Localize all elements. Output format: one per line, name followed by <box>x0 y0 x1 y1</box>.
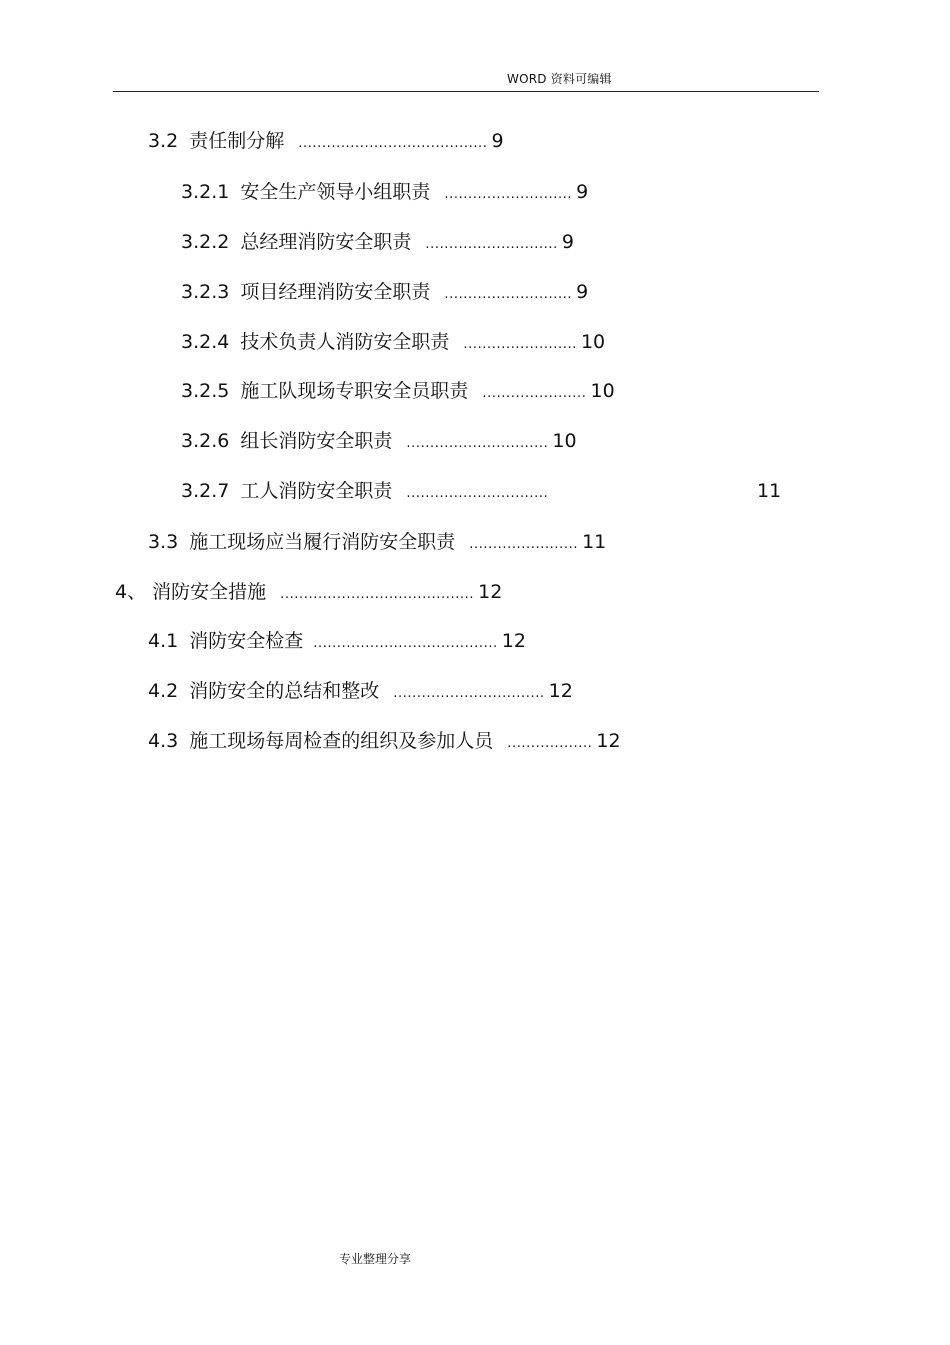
toc-leader: ............................ <box>425 237 558 252</box>
toc-page-number: 9 <box>491 130 504 152</box>
toc-page-number: 9 <box>576 281 589 303</box>
toc-entry-3-2-7[interactable] <box>181 478 801 504</box>
toc-title: 技术负责人消防安全职责 <box>240 331 450 353</box>
toc-number: 4.3 <box>148 730 179 752</box>
toc-page-number: 10 <box>580 331 606 353</box>
toc-title: 安全生产领导小组职责 <box>240 181 431 203</box>
toc-title: 项目经理消防安全职责 <box>240 281 431 303</box>
toc-number: 3.2.5 <box>181 380 230 402</box>
toc-number: 3.2 <box>148 130 179 152</box>
toc-title: 总经理消防安全职责 <box>240 231 412 253</box>
toc-page-number: 10 <box>590 380 615 402</box>
toc-number: 3.2.4 <box>181 331 230 353</box>
toc-page-number: 12 <box>501 630 526 652</box>
toc-page-number: 11 <box>582 531 607 553</box>
toc-title: 施工队现场专职安全员职责 <box>240 380 469 402</box>
header-text: WORD 资料可编辑 <box>507 72 612 86</box>
toc-entry-4[interactable] <box>115 579 502 605</box>
toc-title: 施工现场每周检查的组织及参加人员 <box>189 730 494 752</box>
toc-number: 4.1 <box>148 630 179 652</box>
toc-title: 责任制分解 <box>189 130 285 152</box>
toc-number: 3.2.6 <box>181 430 230 452</box>
toc-entry-3-2-3[interactable] <box>181 279 588 305</box>
header-divider <box>113 91 819 92</box>
toc-entry-4-1[interactable] <box>148 628 526 654</box>
toc-leader: ........................... <box>444 287 573 302</box>
toc-leader: .................. <box>507 736 593 751</box>
toc-entry-3-2-2[interactable] <box>181 229 574 255</box>
toc-page-number: 12 <box>478 581 503 603</box>
toc-page-number: 11 <box>757 480 782 502</box>
toc-title: 施工现场应当履行消防安全职责 <box>189 531 456 553</box>
toc-number: 3.2.3 <box>181 281 230 303</box>
toc-entry-3-2-4[interactable] <box>181 329 605 355</box>
toc-leader: ...................... <box>482 386 587 401</box>
toc-number: 4、 <box>115 581 147 603</box>
toc-number: 3.2.1 <box>181 181 230 203</box>
toc-title: 组长消防安全职责 <box>240 430 393 452</box>
toc-number: 3.2.7 <box>181 480 230 502</box>
toc-leader: .............................. <box>406 486 549 501</box>
toc-entry-4-3[interactable] <box>148 728 621 754</box>
toc-number: 3.2.2 <box>181 231 230 253</box>
toc-entry-4-2[interactable] <box>148 678 573 704</box>
toc-number: 4.2 <box>148 680 179 702</box>
toc-title: 消防安全检查 <box>189 630 304 652</box>
toc-leader: ................................ <box>393 686 545 701</box>
toc-entry-3-2-1[interactable] <box>181 179 588 205</box>
toc-leader: ........................................ <box>298 136 488 151</box>
toc-page-number: 12 <box>548 680 573 702</box>
toc-leader: ....................................... <box>313 636 498 651</box>
toc-title: 消防安全措施 <box>152 581 267 603</box>
toc-entry-3-2[interactable] <box>148 128 504 154</box>
toc-leader: ......................................... <box>280 587 475 602</box>
toc-page-number: 10 <box>552 430 577 452</box>
toc-title: 消防安全的总结和整改 <box>189 680 380 702</box>
toc-entry-3-2-6[interactable] <box>181 428 577 454</box>
toc-title: 工人消防安全职责 <box>240 480 393 502</box>
page-footer: 专业整理分享 <box>339 1252 412 1266</box>
toc-page-number: 9 <box>576 181 589 203</box>
toc-leader: .............................. <box>406 436 549 451</box>
toc-leader: ........................ <box>463 337 577 352</box>
toc-number: 3.3 <box>148 531 179 553</box>
toc-leader: ........................... <box>444 187 573 202</box>
toc-page-number: 9 <box>561 231 574 253</box>
toc-entry-3-3[interactable] <box>148 529 606 555</box>
toc-page-number: 12 <box>596 730 621 752</box>
toc-leader: ....................... <box>469 537 579 552</box>
toc-entry-3-2-5[interactable] <box>181 378 615 404</box>
